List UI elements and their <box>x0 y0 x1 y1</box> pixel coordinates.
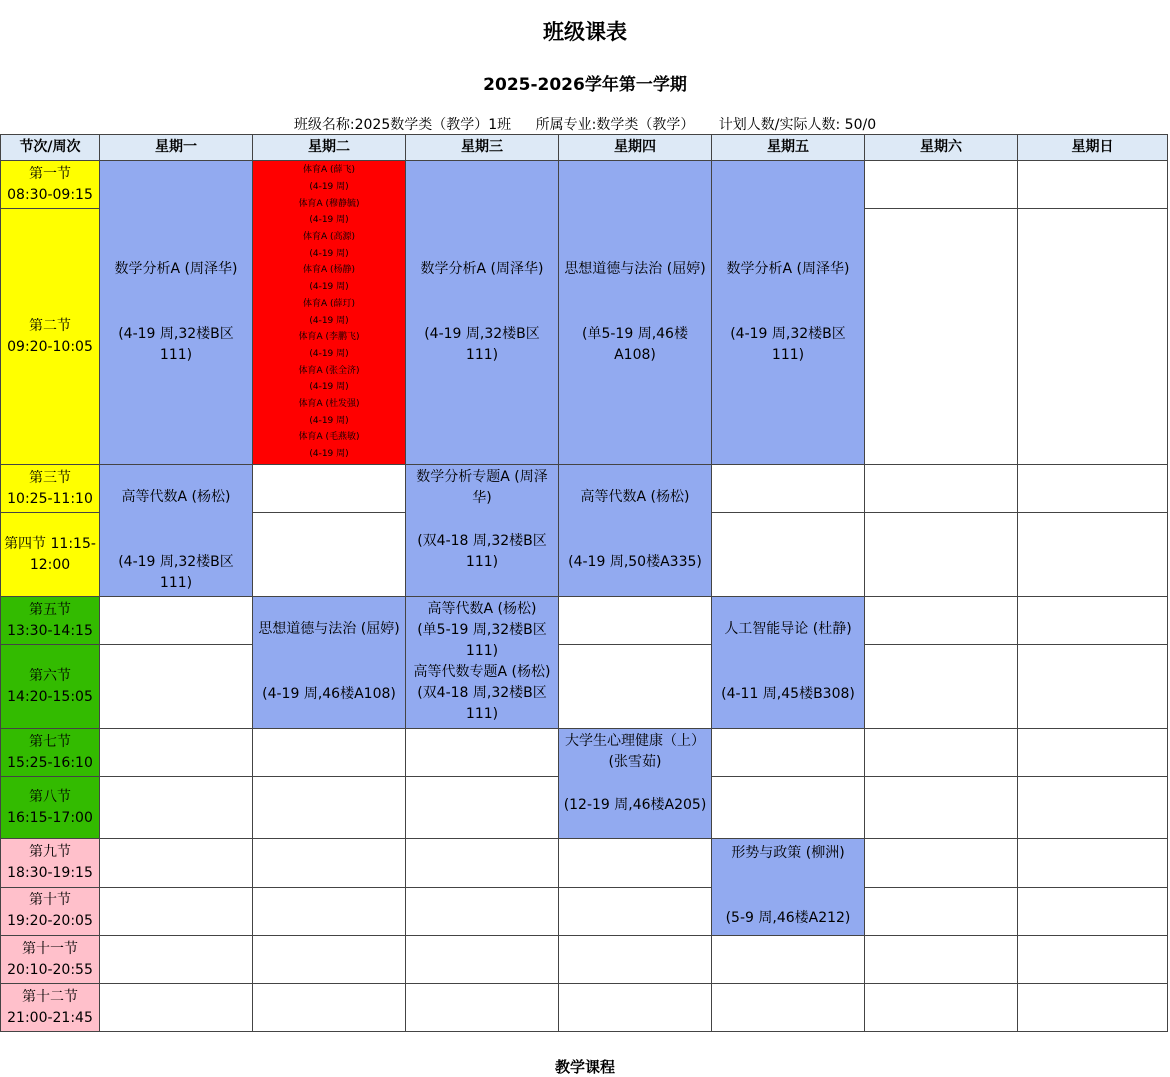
period-row <box>1 597 1168 645</box>
empty-cell <box>100 597 253 645</box>
empty-cell <box>865 465 1018 513</box>
empty-cell <box>1018 777 1168 839</box>
course-cell[interactable]: 大学生心理健康（上）(张雪茹) (12-19 周,46楼A205) <box>559 729 712 839</box>
empty-cell <box>406 839 559 888</box>
empty-cell <box>712 729 865 777</box>
period-row <box>1 161 1168 209</box>
period-cell: 第九节 18:30-19:15 <box>1 839 100 888</box>
empty-cell <box>253 887 406 936</box>
empty-cell <box>1018 645 1168 729</box>
course-cell[interactable]: 形势与政策 (柳洲) (5-9 周,46楼A212) <box>712 839 865 936</box>
empty-cell <box>559 839 712 888</box>
empty-cell <box>712 984 865 1032</box>
empty-cell <box>865 645 1018 729</box>
empty-cell <box>100 777 253 839</box>
timetable <box>0 134 1168 1032</box>
empty-cell <box>1018 465 1168 513</box>
course-cell[interactable]: 思想道德与法治 (屈婷) (单5-19 周,46楼A108) <box>559 161 712 465</box>
class-info <box>0 114 1170 134</box>
empty-cell <box>865 936 1018 984</box>
empty-cell <box>1018 936 1168 984</box>
course-cell[interactable]: 数学分析A (周泽华) (4-19 周,32楼B区111) <box>406 161 559 465</box>
empty-cell <box>406 984 559 1032</box>
period-cell: 第八节 16:15-17:00 <box>1 777 100 839</box>
empty-cell <box>1018 729 1168 777</box>
day-header-mon: 星期一 <box>100 135 253 161</box>
empty-cell <box>865 839 1018 888</box>
header-row <box>1 135 1168 161</box>
period-cell: 第十一节 20:10-20:55 <box>1 936 100 984</box>
major: 所属专业:数学类（教学） <box>535 117 695 133</box>
day-header-tue: 星期二 <box>253 135 406 161</box>
period-cell: 第六节 14:20-15:05 <box>1 645 100 729</box>
day-header-sat: 星期六 <box>865 135 1018 161</box>
empty-cell <box>1018 887 1168 936</box>
empty-cell <box>406 777 559 839</box>
empty-cell <box>100 645 253 729</box>
empty-cell <box>559 597 712 645</box>
empty-cell <box>253 777 406 839</box>
period-cell: 第四节 11:15- 12:00 <box>1 513 100 597</box>
empty-cell <box>1018 513 1168 597</box>
footer-section-title: 教学课程 <box>554 1058 615 1076</box>
empty-cell <box>253 729 406 777</box>
empty-cell <box>865 161 1018 209</box>
corner-header: 节次/周次 <box>1 135 100 161</box>
empty-cell <box>559 887 712 936</box>
empty-cell <box>100 984 253 1032</box>
empty-cell <box>865 209 1018 465</box>
period-cell: 第十节 19:20-20:05 <box>1 887 100 936</box>
empty-cell <box>1018 839 1168 888</box>
empty-cell <box>559 984 712 1032</box>
empty-cell <box>253 984 406 1032</box>
empty-cell <box>100 729 253 777</box>
empty-cell <box>559 645 712 729</box>
period-row <box>1 465 1168 513</box>
pe-course-cell[interactable]: 体育A (薛飞) (4-19 周) 体育A (穆静毓) (4-19 周) 体育A (高源) (4-19 周) 体育A (杨静) (4-19 周) 体育A (薛玎) (4-19 周) 体育A (李鹏飞) (4-19 周) 体育A (张全济) (4-19 周) 体育A (杜发强) (4-19 周) 体育A (毛燕敏) (4-19 周) <box>253 161 406 465</box>
empty-cell <box>865 729 1018 777</box>
empty-cell <box>406 936 559 984</box>
course-cell[interactable]: 高等代数A (杨松) (4-19 周,50楼A335) <box>559 465 712 597</box>
period-cell: 第七节 15:25-16:10 <box>1 729 100 777</box>
empty-cell <box>865 887 1018 936</box>
empty-cell <box>1018 984 1168 1032</box>
day-header-thu: 星期四 <box>559 135 712 161</box>
period-row <box>1 984 1168 1032</box>
course-cell[interactable]: 高等代数A (杨松) (单5-19 周,32楼B区111) 高等代数专题A (杨松) (双4-18 周,32楼B区111) <box>406 597 559 729</box>
period-cell: 第十二节 21:00-21:45 <box>1 984 100 1032</box>
empty-cell <box>712 777 865 839</box>
empty-cell <box>559 936 712 984</box>
empty-cell <box>253 465 406 513</box>
empty-cell <box>1018 209 1168 465</box>
empty-cell <box>253 839 406 888</box>
period-row <box>1 936 1168 984</box>
empty-cell <box>100 887 253 936</box>
empty-cell <box>100 936 253 984</box>
period-row <box>1 887 1168 936</box>
course-cell[interactable]: 思想道德与法治 (屈婷) (4-19 周,46楼A108) <box>253 597 406 729</box>
class-name: 班级名称:2025数学类（教学）1班 <box>293 117 512 133</box>
course-cell[interactable]: 数学分析A (周泽华) (4-19 周,32楼B区111) <box>100 161 253 465</box>
period-cell: 第五节 13:30-14:15 <box>1 597 100 645</box>
period-row <box>1 839 1168 888</box>
period-cell: 第二节 09:20-10:05 <box>1 209 100 465</box>
course-cell[interactable]: 数学分析A (周泽华) (4-19 周,32楼B区111) <box>712 161 865 465</box>
empty-cell <box>712 513 865 597</box>
empty-cell <box>1018 597 1168 645</box>
empty-cell <box>865 513 1018 597</box>
day-header-sun: 星期日 <box>1018 135 1168 161</box>
empty-cell <box>406 729 559 777</box>
course-cell[interactable]: 高等代数A (杨松) (4-19 周,32楼B区111) <box>100 465 253 597</box>
period-cell: 第一节 08:30-09:15 <box>1 161 100 209</box>
empty-cell <box>712 465 865 513</box>
period-cell: 第三节 10:25-11:10 <box>1 465 100 513</box>
course-cell[interactable]: 数学分析专题A (周泽华) (双4-18 周,32楼B区111) <box>406 465 559 597</box>
empty-cell <box>865 984 1018 1032</box>
empty-cell <box>865 597 1018 645</box>
period-row <box>1 729 1168 777</box>
semester-title: 2025-2026学年第一学期 <box>483 75 687 95</box>
page-title: 班级课表 <box>543 20 627 44</box>
course-cell[interactable]: 人工智能导论 (杜静) (4-11 周,45楼B308) <box>712 597 865 729</box>
empty-cell <box>1018 161 1168 209</box>
day-header-wed: 星期三 <box>406 135 559 161</box>
empty-cell <box>253 936 406 984</box>
empty-cell <box>100 839 253 888</box>
empty-cell <box>253 513 406 597</box>
empty-cell <box>712 936 865 984</box>
empty-cell <box>865 777 1018 839</box>
student-counts: 计划人数/实际人数: 50/0 <box>718 117 877 133</box>
day-header-fri: 星期五 <box>712 135 865 161</box>
period-row <box>1 645 1168 729</box>
empty-cell <box>406 887 559 936</box>
